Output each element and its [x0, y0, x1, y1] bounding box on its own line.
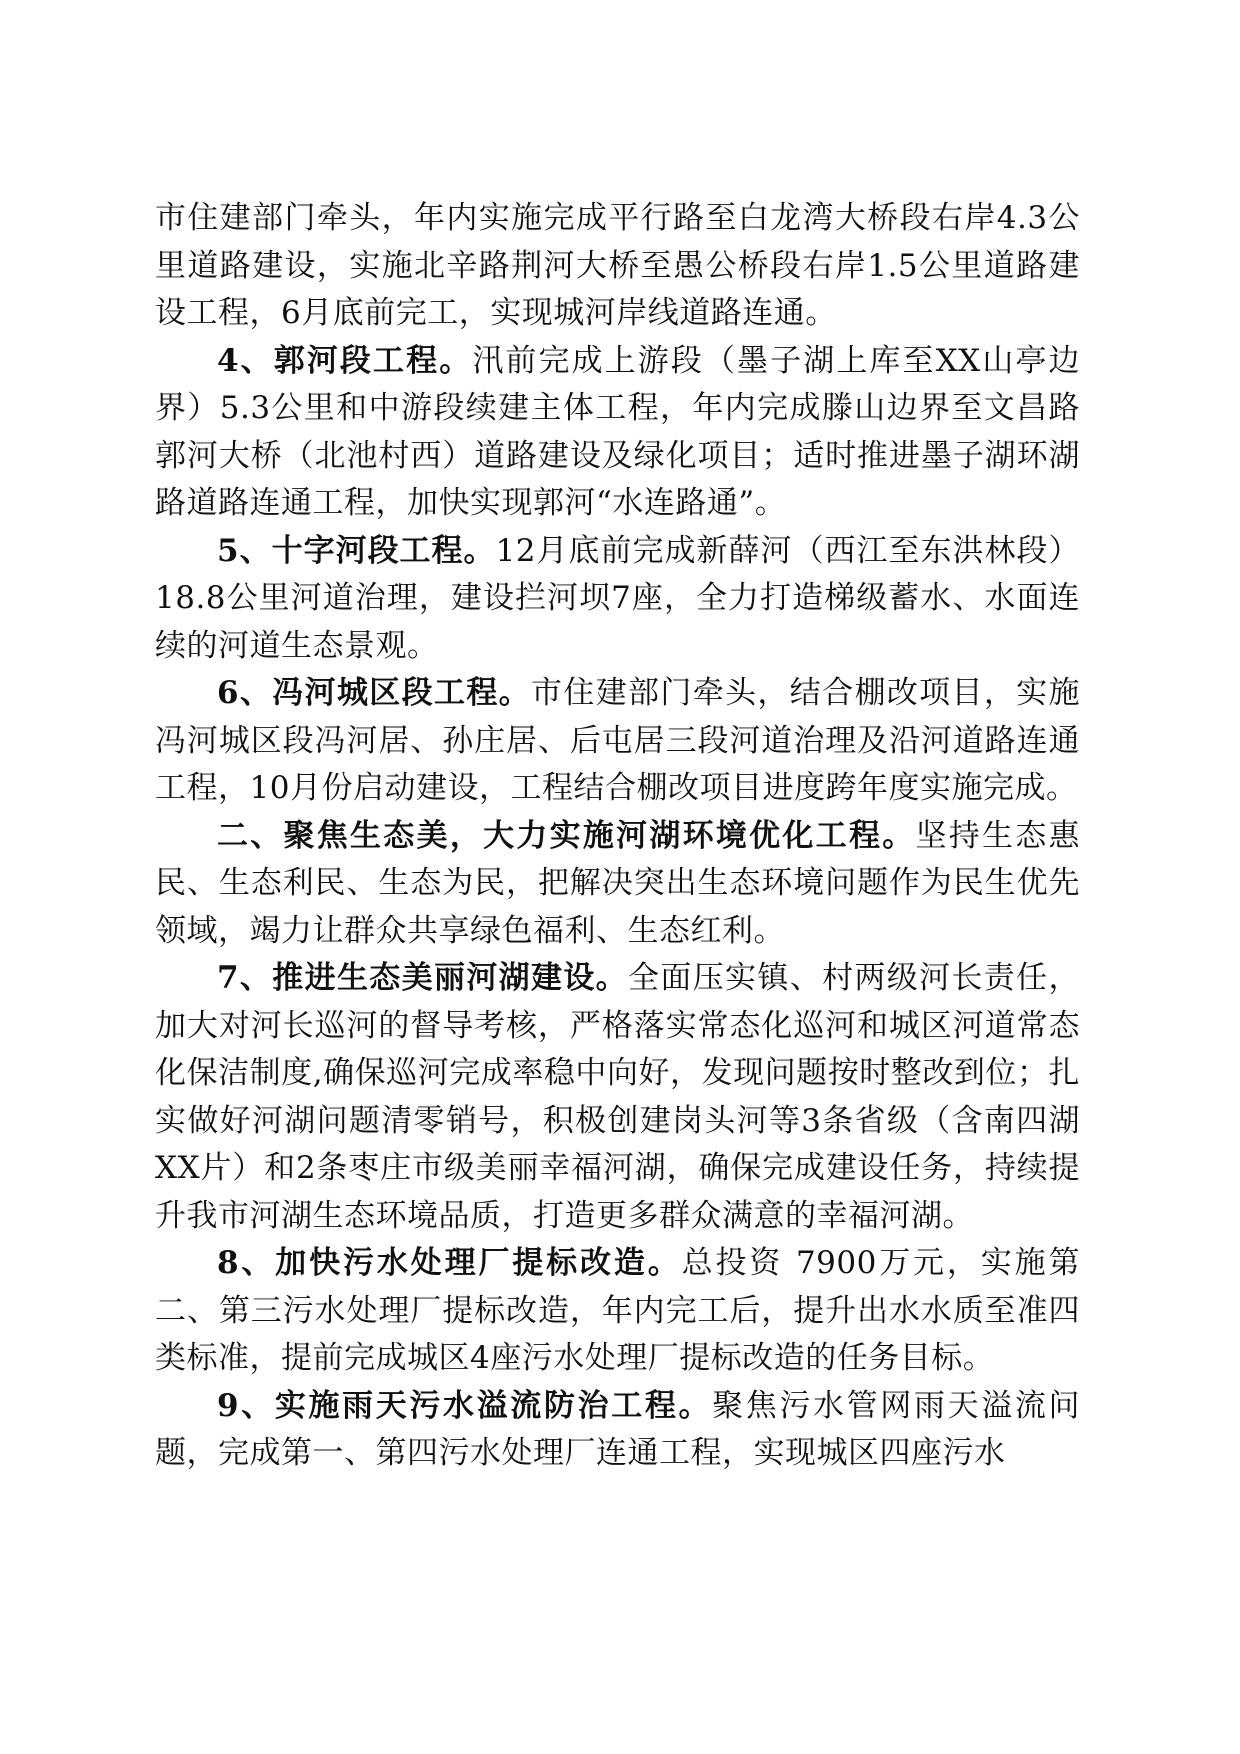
paragraph-heading: 8、加快污水处理厂提标改造。 — [217, 1245, 682, 1281]
paragraph-fenghe-section — [155, 670, 1080, 813]
paragraph-body: 总投资 7900万元，实施第二、第三污水处理厂提标改造，年内完工后，提升出水水质至准四类标准，提前完成城区4座污水处理厂提标改造的任务目标。 — [155, 1245, 1080, 1376]
paragraph-overflow-prevention — [155, 1383, 1080, 1478]
paragraph-section-two — [155, 813, 1080, 956]
paragraph-heading: 6、冯河城区段工程。 — [217, 675, 532, 711]
paragraph-body: 汛前完成上游段（墨子湖上库至XX山亭边界）5.3公里和中游段续建主体工程，年内完成滕山边界至文昌路郭河大桥（北池村西）道路建设及绿化项目；适时推进墨子湖环湖路道路连通工程，加快实现郭河“水连路通”。 — [155, 342, 1081, 521]
paragraph-sewage-upgrade — [155, 1240, 1080, 1383]
paragraph-heading: 5、十字河段工程。 — [217, 532, 496, 569]
paragraph-body: 市住建部门牵头，结合棚改项目，实施冯河城区段冯河居、孙庄居、后屯居三段河道治理及沿河道路连通工程，10月份启动建设，工程结合棚改项目进度跨年度实施完成。 — [155, 675, 1081, 806]
paragraph-ecological-rivers — [155, 955, 1080, 1240]
paragraph-body: 坚持生态惠民、生态利民、生态为民，把解决突出生态环境问题作为民生优先领域，竭力让群众共享绿色福利、生态红利。 — [155, 817, 1081, 949]
paragraph-heading: 7、推进生态美丽河湖建设。 — [217, 960, 629, 996]
paragraph-heading: 9、实施雨天污水溢流防治工程。 — [217, 1387, 713, 1424]
paragraph-shizihe-section — [155, 528, 1080, 671]
paragraph-heading: 4、郭河段工程。 — [217, 342, 473, 379]
paragraph-guohe-section — [155, 338, 1080, 528]
paragraph-body: 12月底前完成新薛河（西江至东洪林段）18.8公里河道治理，建设拦河坝7座，全力打造梯级蓄水、水面连续的河道生态景观。 — [155, 532, 1080, 664]
paragraph-body: 聚焦污水管网雨天溢流问题，完成第一、第四污水处理厂连通工程，实现城区四座污水 — [155, 1387, 1080, 1471]
paragraph-continuation — [155, 195, 1080, 338]
section-heading: 二、聚焦生态美，大力实施河湖环境优化工程。 — [217, 817, 916, 854]
paragraph-body: 全面压实镇、村两级河长责任，加大对河长巡河的督导考核，严格落实常态化巡河和城区河道常态化保洁制度,确保巡河完成率稳中向好，发现问题按时整改到位；扎实做好河湖问题清零销号，积极创建岗头河等3条省级（含南四湖XX片）和2条枣庄市级美丽幸福河湖，确保完成建设任务，持续提升我市河湖生态环境品质，打造更多群众满意的幸福河湖。 — [155, 960, 1080, 1234]
paragraph-body: 市住建部门牵头，年内实施完成平行路至白龙湾大桥段右岸4.3公里道路建设，实施北辛路荆河大桥至愚公桥段右岸1.5公里道路建设工程，6月底前完工，实现城河岸线道路连通。 — [155, 200, 1080, 331]
document-page — [155, 195, 1080, 1478]
